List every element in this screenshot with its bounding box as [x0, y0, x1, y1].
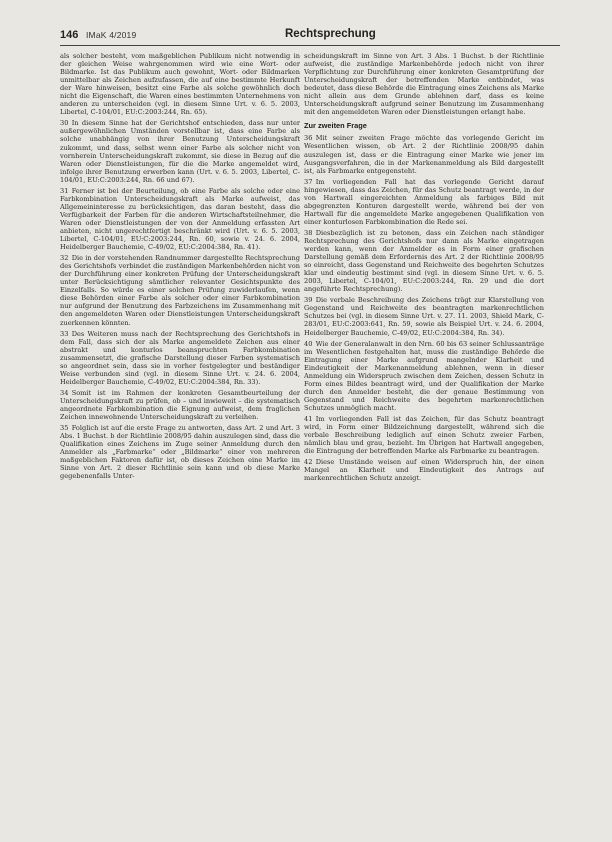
paragraph — [304, 340, 544, 412]
running-header — [60, 25, 560, 45]
paragraph-text: In diesem Sinne hat der Gerichtshof entschieden, dass nur unter außergewöhnlichen Umständen vorstellbar ist, dass eine Farbe als solche unabhängig von ihrer Benutzung Unterscheidungskraft zukommt, und dass, selbst wenn einer Farbe als solcher nicht von vornherein Unterscheidungskraft zukommt, sie diese in Bezug auf die Waren oder Dienstleistungen, für die die Marke angemeldet wird, infolge ihrer Benutzung erwerben kann (Urt. v. 6. 5. 2003, Libertel, C-104/01, EU:C:2003:244, Rn. 66 und 67). — [60, 119, 300, 184]
continued-paragraph: scheidungskraft im Sinne von Art. 3 Abs. 1 Buchst. b der Richtlinie aufweist, die zuständige Markenbehörde jedoch nicht von ihrer Verpflichtung zur Durchführung einer konkreten Gesamtprüfung der Unterscheidungskraft der betreffenden Marke entbindet, was bedeutet, dass diese Behörde die Eintragung eines Zeichens als Marke nicht allein aus dem Grunde ablehnen darf, dass es keine Unterscheidungskraft aufgrund seiner Benutzung im Zusammenhang mit den angemeldeten Waren oder Dienstleistungen erlangt habe. — [304, 52, 544, 117]
paragraph — [60, 424, 300, 480]
paragraph — [60, 389, 300, 421]
paragraph-number: 41 — [304, 414, 313, 423]
header-rule — [60, 45, 560, 46]
paragraph-number: 39 — [304, 296, 313, 305]
paragraph-number: 33 — [60, 329, 69, 338]
paragraph-text: Des Weiteren muss nach der Rechtsprechung des Gerichtshofs in dem Fall, dass sich der als Marke angemeldete Zeichen aus einer abstrakt und konturlos beanspruchten Farbkombination zusammensetzt, die grafische Darstellung dieser Farben systematisch so angeordnet sein, dass sie in vorher festgelegter und beständiger Weise verbunden sind (vgl. in diesem Sinne Urt. v. 24. 6. 2004, Heidelberger Bauchemie, C-49/02, EU:C:2004:384, Rn. 33). — [60, 329, 300, 386]
paragraph — [60, 254, 300, 326]
paragraph — [304, 296, 544, 336]
paragraph — [60, 330, 300, 386]
paragraph-number: 40 — [304, 339, 313, 348]
paragraph — [304, 134, 544, 174]
left-column — [60, 52, 300, 826]
paragraph-text: Folglich ist auf die erste Frage zu antworten, dass Art. 2 und Art. 3 Abs. 1 Buchst. b der Richtlinie 2008/95 dahin auszulegen sind, dass die Qualifikation eines Zeichens im Zuge seiner Anmeldung durch den Anmelder als „Farbmarke“ oder „Bildmarke“ einer von mehreren maßgeblichen Faktoren dafür ist, ob dieses Zeichen eine Marke im Sinne von Art. 2 dieser Richtlinie sein kann und ob diese Marke gegebenenfalls Unter- — [60, 424, 300, 481]
paragraph-text: Im vorliegenden Fall hat das vorlegende Gericht darauf hingewiesen, dass das Zeichen, für das Schutz beantragt werde, in der von Hartwall eingereichten Anmeldung als farbiges Bild mit abgegrenzten Konturen dargestellt werde, während bei der von Hartwall für die angemeldete Marke angegebenen Qualifikation von einer konturlosen Farbkombination die Rede sei. — [304, 177, 544, 226]
paragraph — [60, 187, 300, 251]
paragraph-number: 31 — [60, 186, 69, 195]
paragraph — [304, 229, 544, 293]
paragraph-text: Die in der vorstehenden Randnummer dargestellte Rechtsprechung des Gerichtshofs verbindet die zuständigen Markenbehörden nicht von der Durchführung einer konkreten Prüfung der Unterscheidungskraft unter Berücksichtigung sämtlicher relevanter Gesichtspunkte des Einzelfalls. So würde es einer solchen Prüfung zuwiderlaufen, wenn diese Behörden einer Farbe als solcher oder einer Farbkombination nur aufgrund der Benutzung des Farbzeichens im Zusammenhang mit den angemeldeten Waren oder Dienstleistungen Unterscheidungskraft zuerkennen könnten. — [60, 254, 300, 327]
paragraph-text: Somit ist im Rahmen der konkreten Gesamtbeurteilung der Unterscheidungskraft zu prüfen, ob – und inwieweit – die systematisch angeordnete Farbkombination die Eignung aufweist, dem fraglichen Zeichen innewohnende Unterscheidungskraft zu verleihen. — [60, 388, 300, 422]
paragraph-text: Diesbezüglich ist zu betonen, dass ein Zeichen nach ständiger Rechtsprechung des Gerichtshofs nur dann als Marke eingetragen werden kann, wenn der Anmelder es in Form einer grafischen Darstellung gemäß dem Erfordernis des Art. 2 der Richtlinie 2008/95 so einreicht, dass Gegenstand und Reichweite des begehrten Schutzes klar und eindeutig bestimmt sind (vgl. in diesem Sinne Urt. v. 6. 5. 2003, Libertel, C-104/01, EU:C:2003:244, Rn. 29 und die dort angeführte Rechtsprechung). — [304, 228, 544, 294]
paragraph-text: Diese Umstände weisen auf einen Widerspruch hin, der einen Mangel an Klarheit und Eindeutigkeit des Antrags auf markenrechtlichen Schutz anzeigt. — [304, 458, 544, 483]
subheading: Zur zweiten Frage — [304, 121, 367, 131]
paragraph-number: 32 — [60, 254, 69, 263]
paragraph — [60, 119, 300, 183]
paragraph-text: Die verbale Beschreibung des Zeichens trägt zur Klarstellung von Gegenstand und Reichweite des beantragten markenrechtlichen Schutzes bei (vgl. in diesem Sinne Urt. v. 27. 11. 2003, Shield Mark, C-283/01, EU:C:2003:641, Rn. 59, sowie als Beispiel Urt. v. 24. 6. 2004, Heidelberger Bauchemie, C-49/02, EU:C:2004:384, Rn. 34). — [304, 296, 544, 337]
right-column-paragraphs — [304, 134, 544, 482]
paragraph-number: 30 — [60, 119, 69, 128]
paragraph-number: 38 — [304, 228, 313, 237]
paragraph-text: Ferner ist bei der Beurteilung, ob eine Farbe als solche oder eine Farbkombination Unterscheidungskraft als Marke aufweist, das Allgemeininteresse zu berücksichtigen, das daran besteht, dass die Verfügbarkeit der Farben für die anderen Wirtschaftsteilnehmer, die Waren oder Dienstleistungen der von der Anmeldung erfassten Art anbieten, nicht ungerechtfertigt beschränkt wird (Urt. v. 6. 5. 2003, Libertel, C-104/01, EU:C:2003:244, Rn. 60, sowie v. 24. 6. 2004, Heidelberger Bauchemie, C-49/02, EU:C:2004:384, Rn. 41). — [60, 186, 300, 252]
paragraph-number: 35 — [60, 424, 69, 433]
page-number: 146 — [60, 29, 79, 41]
paragraph-number: 42 — [304, 458, 313, 467]
paragraph — [304, 178, 544, 226]
paragraph-text: als solcher besteht, vom maßgeblichen Publikum nicht notwendig in der gleichen Weise wahrgenommen wird wie eine Wort- oder Bildmarke. Ist das Publikum auch gewohnt, Wort- oder Bildmarken unmittelbar als Zeichen aufzufassen, die auf eine bestimmte Herkunft der Ware hinweisen, besitzt eine Farbe als solche gewöhnlich doch nicht die Eigenschaft, die Waren eines bestimmten Unternehmens von anderen zu unterscheiden (vgl. in diesem Sinne Urt. v. 6. 5. 2003, Libertel, C-104/01, EU:C:2003:244, Rn. 65). — [60, 52, 300, 117]
paragraph-number: 36 — [304, 134, 313, 143]
right-column — [304, 52, 544, 826]
paragraph — [304, 415, 544, 455]
paragraph-text: Im vorliegenden Fall ist das Zeichen, für das Schutz beantragt wird, in Form einer Bildzeichnung dargestellt, während sich die verbale Beschreibung lediglich auf einen Schutz zweier Farben, nämlich blau und grau, bezieht. Im Übrigen hat Hartwall angegeben, die Eintragung der betreffenden Marke als Farbmarke zu beantragen. — [304, 414, 544, 456]
paragraph-text: Mit seiner zweiten Frage möchte das vorlegende Gericht im Wesentlichen wissen, ob Art. 2 der Richtlinie 2008/95 dahin auszulegen ist, dass er die Eintragung einer Marke wie jener im Ausgangsverfahren, die in der Markenanmeldung als Bild dargestellt ist, als Farbmarke entgegensteht. — [304, 134, 544, 175]
paragraph — [304, 458, 544, 482]
paragraph — [60, 52, 300, 116]
section-title: Rechtsprechung — [285, 28, 376, 40]
paragraph-number: 34 — [60, 388, 69, 397]
paragraph-text: Wie der Generalanwalt in den Nrn. 60 bis 63 seiner Schlussanträge im Wesentlichen festgehalten hat, muss die zuständige Behörde die Eintragung einer Marke aufgrund mangelnder Klarheit und Eindeutigkeit der Markenanmeldung ablehnen, wenn in dieser Anmeldung ein Widerspruch zwischen dem Zeichen, dessen Schutz in Form eines Bildes beantragt wird, und der Qualifikation der Marke durch den Anmelder besteht, die der genaue Bestimmung von Gegenstand und Reichweite des begehrten markenrechtlichen Schutzes unmöglich macht. — [304, 339, 544, 412]
journal-citation: IMaK 4/2019 — [86, 30, 137, 40]
paragraph-number: 37 — [304, 177, 313, 186]
